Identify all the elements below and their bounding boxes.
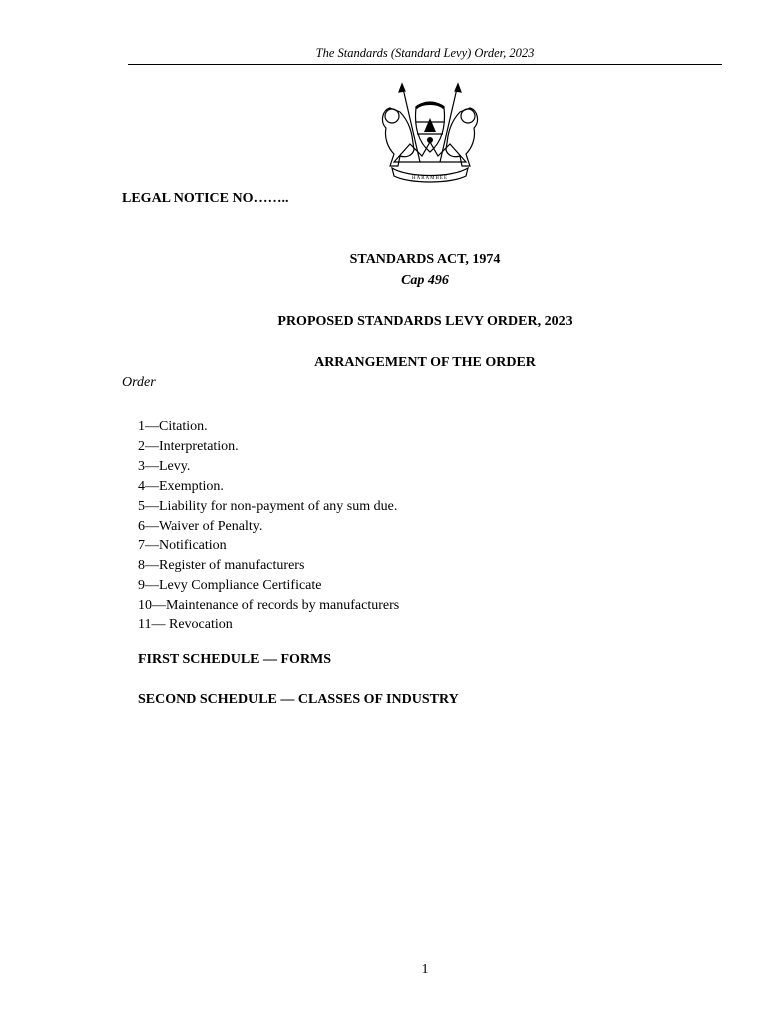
running-header-title: The Standards (Standard Levy) Order, 2023 [315,46,535,60]
act-title: STANDARDS ACT, 1974 [349,252,501,267]
list-item: 2—Interpretation. [138,439,239,454]
page-number: 1 [421,962,429,977]
proposed-order-title: PROPOSED STANDARDS LEVY ORDER, 2023 [277,314,573,329]
list-item: 1—Citation. [138,419,208,434]
list-item: 4—Exemption. [138,479,224,494]
list-item: 9—Levy Compliance Certificate [138,578,322,593]
second-schedule-heading: SECOND SCHEDULE — CLASSES OF INDUSTRY [138,692,459,707]
list-item: 7—Notification [138,538,227,553]
legal-notice-number: LEGAL NOTICE NO…….. [122,191,289,206]
list-item: 11— Revocation [138,617,233,632]
list-item: 6—Waiver of Penalty. [138,519,263,534]
arrangement-list [138,417,399,635]
list-item: 3—Levy. [138,459,191,474]
first-schedule-heading: FIRST SCHEDULE — FORMS [138,652,332,667]
list-item: 8—Register of manufacturers [138,558,305,573]
header-rule [128,64,722,65]
arrangement-heading: ARRANGEMENT OF THE ORDER [314,355,536,370]
act-cap: Cap 496 [401,273,449,288]
coat-of-arms-emblem [372,78,488,186]
list-item: 5—Liability for non-payment of any sum due. [138,499,398,514]
list-item: 10—Maintenance of records by manufacturers [138,598,400,613]
order-column-label: Order [122,375,156,390]
motto-text: HARAMBEE [411,176,449,181]
